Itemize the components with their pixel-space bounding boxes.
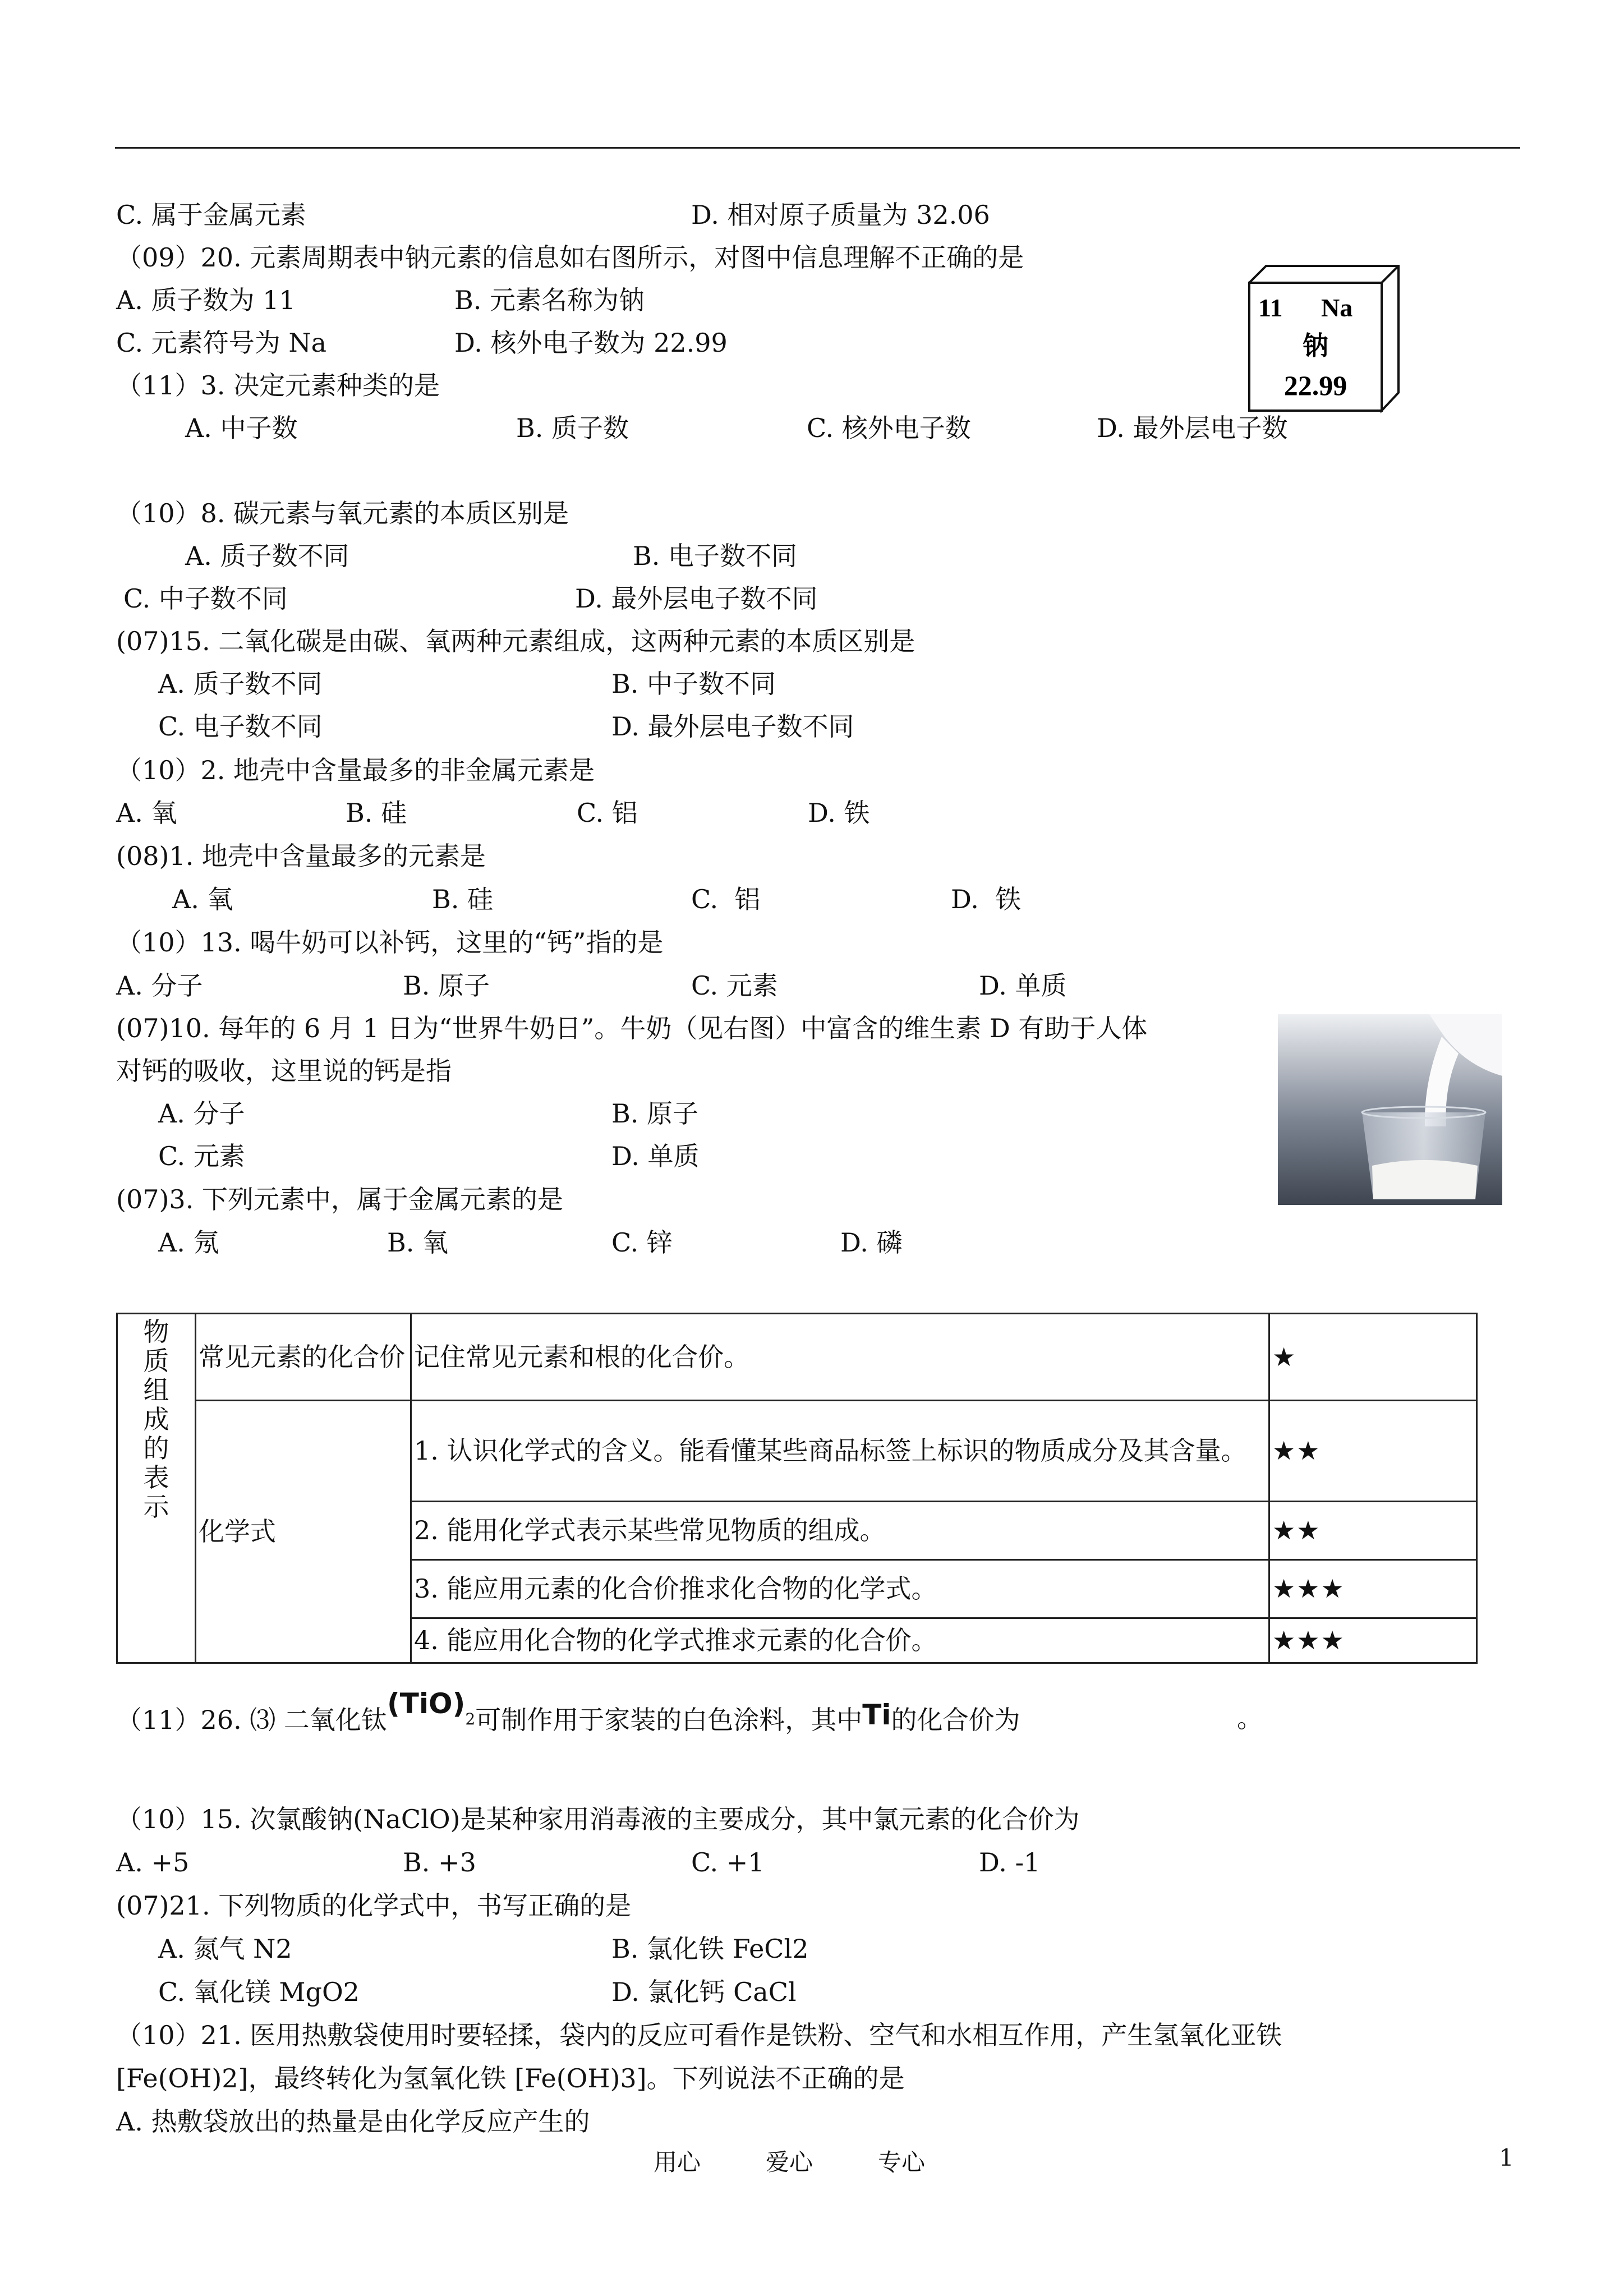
- requirement-cell: 1. 认识化学式的含义。能看懂某些商品标签上标识的物质成分及其含量。: [411, 1401, 1269, 1502]
- option-a: A. 热敷袋放出的热量是由化学反应产生的: [116, 2106, 590, 2137]
- option-b: B. 氧: [387, 1227, 449, 1258]
- requirement-cell: 3. 能应用元素的化合价推求化合物的化学式。: [411, 1560, 1269, 1618]
- element-name: 钠: [1303, 330, 1328, 361]
- option-d: D. 铁: [951, 884, 1022, 914]
- option-a: A. 质子数不同: [158, 669, 323, 699]
- level-stars: ★★★: [1269, 1560, 1477, 1618]
- option-a: A. 氮气 N2: [158, 1934, 292, 1964]
- level-stars: ★★: [1269, 1502, 1477, 1560]
- option-c: C. 铝: [577, 798, 638, 828]
- option-d: D. 相对原子质量为 32.06: [691, 200, 990, 230]
- requirement-cell: 4. 能应用化合物的化学式推求元素的化合价。: [411, 1618, 1269, 1663]
- atomic-number: 11: [1258, 293, 1283, 322]
- option-b: B. +3: [403, 1847, 476, 1878]
- option-b: B. 中子数不同: [611, 669, 776, 699]
- question-11-3: （11）3. 决定元素种类的是: [116, 370, 440, 401]
- topic-cell: 常见元素的化合价: [196, 1314, 411, 1401]
- option-c: C. 元素: [158, 1141, 245, 1171]
- option-a: A. 质子数为 11: [116, 285, 296, 315]
- topic-cell: 化学式: [196, 1401, 411, 1663]
- option-a: A. +5: [116, 1847, 190, 1878]
- level-stars: ★★: [1269, 1401, 1477, 1502]
- question-10-21-cont: [Fe(OH)2]，最终转化为氢氧化铁 [Fe(OH)3]。下列说法不正确的是: [116, 2063, 905, 2093]
- option-c: C. 元素: [691, 970, 778, 1001]
- category-cell: 物 质 组 成 的 表 示: [117, 1314, 196, 1663]
- question-07-10: (07)10. 每年的 6 月 1 日为“世界牛奶日”。牛奶（见右图）中富含的维生素 D 有助于人体: [116, 1013, 1148, 1043]
- answer-blank-end: 。: [1237, 1703, 1263, 1733]
- question-10-21: （10）21. 医用热敷袋使用时要轻揉，袋内的反应可看作是铁粉、空气和水相互作用，产生氢氧化亚铁: [116, 2020, 1282, 2050]
- element-symbol: Na: [1321, 293, 1353, 322]
- formula-subscript: 2: [465, 1710, 476, 1728]
- table-row: [117, 1401, 1477, 1502]
- question-07-10-cont: 对钙的吸收，这里说的钙是指: [116, 1056, 452, 1086]
- option-b: B. 元素名称为钠: [454, 285, 645, 315]
- option-c: C. +1: [691, 1847, 765, 1878]
- option-b: B. 硅: [346, 798, 407, 828]
- question-09-20: （09）20. 元素周期表中钠元素的信息如右图所示，对图中信息理解不正确的是: [116, 242, 1024, 273]
- question-11-26: （11）26. ⑶ 二氧化钛(TiO)2可制作用于家装的白色涂料，其中Ti的化合价为: [116, 1687, 1020, 1735]
- option-a: A. 氖: [158, 1227, 219, 1258]
- option-d: D. 氯化钙 CaCl: [611, 1977, 797, 2007]
- option-c: C. 铝: [691, 884, 761, 914]
- option-b: B. 硅: [432, 884, 494, 914]
- option-d: D. 最外层电子数不同: [611, 711, 854, 742]
- option-c: C. 核外电子数: [807, 413, 971, 443]
- footer-motto-2: 爱心: [766, 2148, 813, 2176]
- question-10-13: （10）13. 喝牛奶可以补钙，这里的“钙”指的是: [116, 927, 664, 958]
- option-a: A. 氧: [116, 798, 177, 828]
- option-d: D. 核外电子数为 22.99: [454, 328, 728, 358]
- option-a: A. 分子: [158, 1098, 245, 1129]
- option-b: B. 原子: [403, 970, 490, 1001]
- requirement-cell: 记住常见元素和根的化合价。: [411, 1314, 1269, 1401]
- table-row: [117, 1314, 1477, 1401]
- option-a: A. 质子数不同: [185, 541, 349, 571]
- option-b: B. 原子: [611, 1098, 699, 1129]
- option-d: D. 单质: [979, 970, 1067, 1001]
- atomic-mass: 22.99: [1283, 370, 1347, 401]
- option-b: B. 氯化铁 FeCl2: [611, 1934, 809, 1964]
- page-number: 1: [1499, 2144, 1514, 2171]
- standards-table: [116, 1313, 1478, 1664]
- header-rule: [115, 147, 1520, 149]
- option-c: C. 锌: [611, 1227, 673, 1258]
- formula-ti: Ti: [862, 1699, 891, 1731]
- option-a: A. 氧: [172, 884, 233, 914]
- question-10-8: （10）8. 碳元素与氧元素的本质区别是: [116, 498, 569, 528]
- question-10-2: （10）2. 地壳中含量最多的非金属元素是: [116, 755, 595, 785]
- question-07-21: (07)21. 下列物质的化学式中，书写正确的是: [116, 1890, 632, 1921]
- option-c: C. 属于金属元素: [116, 200, 306, 230]
- formula-tio: (TiO): [387, 1687, 466, 1720]
- question-08-1: (08)1. 地壳中含量最多的元素是: [116, 841, 486, 871]
- sodium-element-card: [1248, 265, 1400, 416]
- question-10-15: （10）15. 次氯酸钠(NaClO)是某种家用消毒液的主要成分，其中氯元素的化合价为: [116, 1804, 1080, 1834]
- option-b: B. 电子数不同: [633, 541, 798, 571]
- option-c: C. 电子数不同: [158, 711, 323, 742]
- option-a: A. 中子数: [185, 413, 298, 443]
- option-c: C. 中子数不同: [123, 583, 288, 614]
- question-07-15: (07)15. 二氧化碳是由碳、氧两种元素组成，这两种元素的本质区别是: [116, 626, 915, 656]
- option-d: D. 磷: [840, 1227, 903, 1258]
- option-d: D. 铁: [808, 798, 870, 828]
- option-d: D. 单质: [611, 1141, 700, 1171]
- footer-motto-1: 用心: [654, 2148, 701, 2176]
- option-c: C. 元素符号为 Na: [116, 328, 327, 358]
- question-07-3: (07)3. 下列元素中，属于金属元素的是: [116, 1184, 563, 1214]
- milk-photo: [1278, 1014, 1502, 1205]
- option-d: D. 最外层电子数不同: [575, 583, 818, 614]
- option-d: D. -1: [979, 1847, 1041, 1878]
- option-d: D. 最外层电子数: [1097, 413, 1288, 443]
- option-c: C. 氧化镁 MgO2: [158, 1977, 360, 2007]
- level-stars: ★: [1269, 1314, 1477, 1401]
- option-a: A. 分子: [116, 970, 203, 1001]
- level-stars: ★★★: [1269, 1618, 1477, 1663]
- footer-motto-3: 专心: [878, 2148, 926, 2176]
- option-b: B. 质子数: [516, 413, 629, 443]
- requirement-cell: 2. 能用化学式表示某些常见物质的组成。: [411, 1502, 1269, 1560]
